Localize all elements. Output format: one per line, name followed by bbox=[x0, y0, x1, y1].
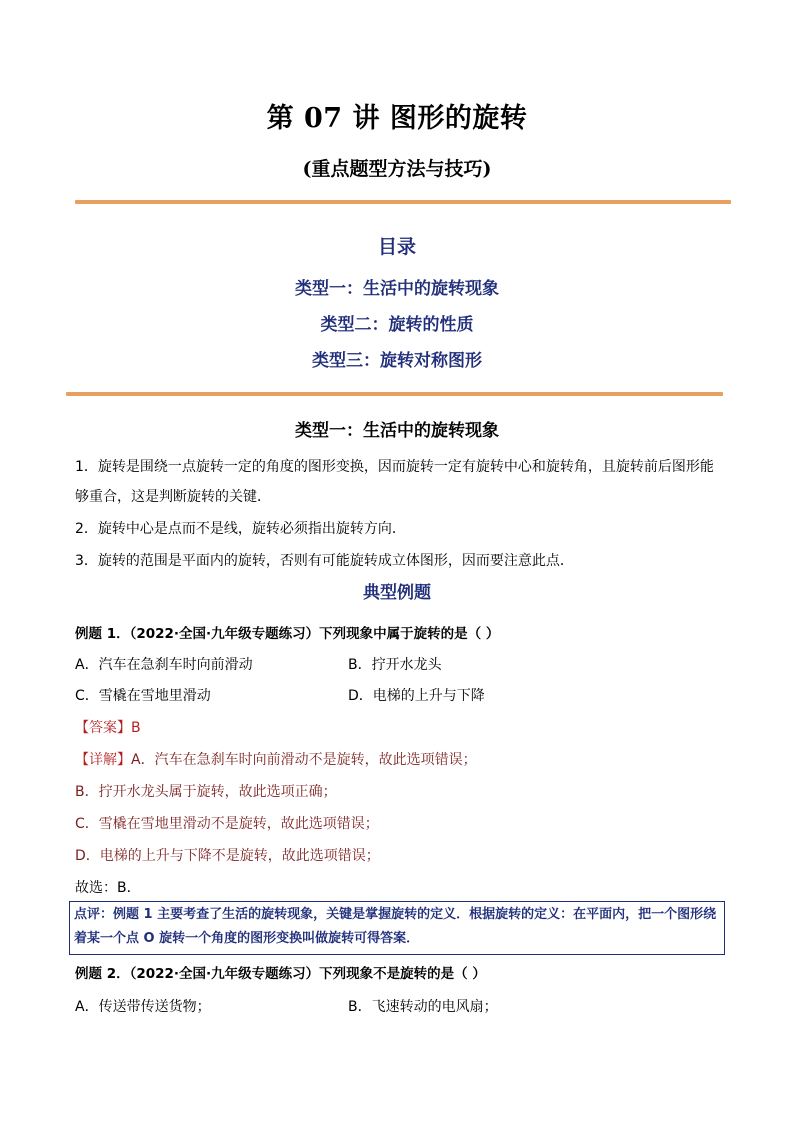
detail-line-3: C．雪橇在雪地里滑动不是旋转，故此选项错误； bbox=[75, 816, 379, 832]
examples-heading: 典型例题 bbox=[363, 583, 431, 603]
detail-line-1: A．汽车在急刹车时向前滑动不是旋转，故此选项错误； bbox=[131, 752, 477, 768]
point-3: 3．旋转的范围是平面内的旋转，否则有可能旋转成立体图形，因而要注意此点． bbox=[75, 553, 574, 569]
page-title: 第 07 讲 图形的旋转 bbox=[266, 103, 528, 134]
divider-top bbox=[75, 200, 731, 204]
example1-answer bbox=[75, 717, 141, 737]
toc-item-type2[interactable]: 类型二：旋转的性质 bbox=[320, 315, 474, 335]
example1-option-d: D．电梯的上升与下降 bbox=[348, 688, 485, 704]
example1-option-b: B．拧开水龙头 bbox=[348, 657, 442, 673]
example1-option-a: A．汽车在急刹车时向前滑动 bbox=[75, 657, 253, 673]
answer-tag: 【答案】 bbox=[75, 720, 131, 736]
section-heading: 类型一：生活中的旋转现象 bbox=[295, 421, 499, 441]
example2-question: 例题 2．（2022·全国·九年级专题练习）下列现象不是旋转的是（ ） bbox=[75, 966, 486, 982]
answer-value: B bbox=[131, 720, 141, 736]
detail-tag: 【详解】 bbox=[75, 752, 131, 768]
example1-detail bbox=[75, 749, 477, 769]
divider-toc bbox=[66, 392, 723, 396]
toc-item-type1[interactable]: 类型一：生活中的旋转现象 bbox=[295, 279, 499, 299]
point-2: 2．旋转中心是点而不是线，旋转必须指出旋转方向． bbox=[75, 521, 406, 537]
example2-option-a: A．传送带传送货物； bbox=[75, 999, 211, 1015]
detail-line-4: D．电梯的上升与下降不是旋转，故此选项错误； bbox=[75, 848, 380, 864]
point-1: 1．旋转是围绕一点旋转一定的角度的图形变换，因而旋转一定有旋转中心和旋转角，且旋转前后图形能够重合，这是判断旋转的关键． bbox=[75, 459, 714, 505]
comment-text: 点评：例题 1 主要考查了生活的旋转现象，关键是掌握旋转的定义．根据旋转的定义：在平面内，把一个图形绕着某一个点 O 旋转一个角度的图形变换叫做旋转可得答案． bbox=[74, 907, 717, 946]
toc-item-type3[interactable]: 类型三：旋转对称图形 bbox=[312, 351, 482, 371]
page-subtitle: (重点题型方法与技巧) bbox=[302, 158, 492, 180]
detail-line-2: B．拧开水龙头属于旋转，故此选项正确； bbox=[75, 784, 337, 800]
toc-heading: 目录 bbox=[377, 236, 416, 258]
example2-option-b: B．飞速转动的电风扇； bbox=[348, 999, 498, 1015]
example1-conclusion: 故选：B． bbox=[75, 880, 141, 896]
example1-option-c: C．雪橇在雪地里滑动 bbox=[75, 688, 211, 704]
example1-question: 例题 1．（2022·全国·九年级专题练习）下列现象中属于旋转的是（ ） bbox=[75, 626, 500, 642]
